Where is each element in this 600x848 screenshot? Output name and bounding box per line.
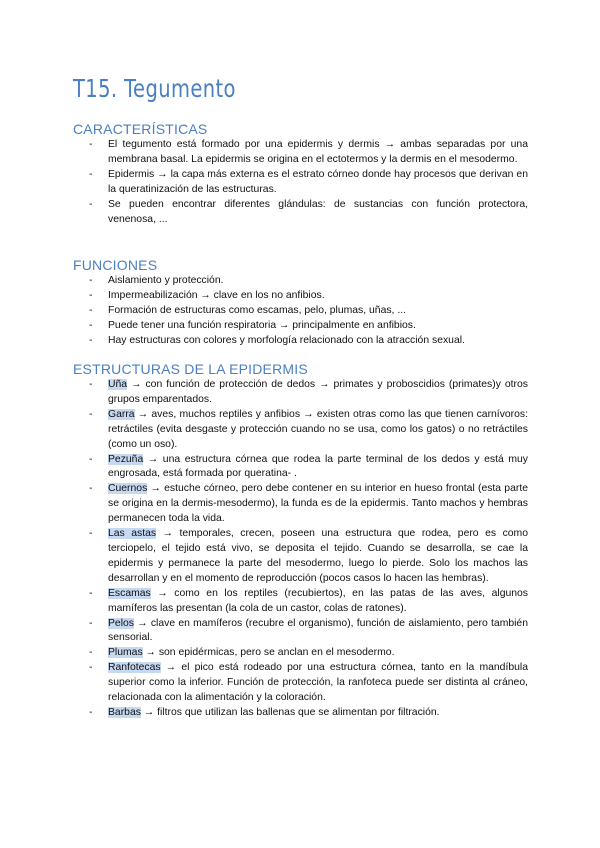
- section-heading-funciones: FUNCIONES: [73, 257, 158, 273]
- term-highlight: Las astas: [108, 528, 157, 540]
- list-item: - Plumas → son epidérmicas, pero se anclan en el mesodermo.: [89, 647, 395, 659]
- list-item: - Pelos → clave en mamíferos (recubre el organismo), función de aislamiento, pero también sensorial.: [89, 617, 528, 644]
- list-item: - Cuernos → estuche córneo, pero debe contener en su interior en hueso frontal (esta parte se origina en la dermis-mesodermo), la funda es de la epidermis. Tanto machos y hembras permanecen toda la vida.: [89, 483, 528, 525]
- list-item-text: → clave en mamíferos (recubre el organismo), función de aislamiento, pero también sensorial.: [108, 617, 528, 644]
- term-highlight: Uña: [108, 379, 128, 390]
- term-highlight: Pelos: [108, 617, 134, 629]
- list-item-text: El tegumento está formado por una epidermis y dermis → ambas separadas por una membrana basal. La epidermis se origina en el ectotermos y la dermis en el mesodermo.: [108, 139, 528, 165]
- list-item-text: → estuche córneo, pero debe contener en su interior en hueso frontal (esta parte se origina en la dermis-mesodermo), la funda es de la epidermis. Tanto machos y hembras permanecen toda la vida.: [108, 483, 528, 525]
- list-funciones: [73, 274, 528, 349]
- list-item-text: → una estructura córnea que rodea la parte terminal de los dedos y está muy engrosada, está formada por queratina- .: [108, 453, 528, 480]
- list-item-text: → el pico está rodeado por una estructura córnea, tanto en la mandíbula superior como la inferior. Función de protección, la ranfoteca puede ser distinta al cráneo, relacionada con la alimentación y la coloración.: [108, 662, 528, 704]
- list-caracteristicas: [73, 138, 528, 227]
- list-item: - Impermeabilización → clave en los no anfibios.: [89, 289, 325, 301]
- page-title: T15. Tegumento: [73, 74, 236, 103]
- list-item-text: → son epidérmicas, pero se anclan en el mesodermo.: [142, 647, 395, 659]
- list-item: - El tegumento está formado por una epidermis y dermis → ambas separadas por una membrana basal. La epidermis se origina en el ectotermos y la dermis en el mesodermo.: [89, 139, 528, 165]
- term-highlight: Cuernos: [108, 483, 148, 495]
- list-item: - Barbas → filtros que utilizan las ballenas que se alimentan por filtración.: [89, 706, 440, 718]
- section-heading-caracteristicas: CARACTERÍSTICAS: [73, 121, 208, 137]
- list-item-text: → aves, muchos reptiles y anfibios → existen otras como las que tienen carnívoros: retráctiles (evita desgaste y protección cuando no se usa, como los gatos) o no retráctiles (como un oso).: [108, 408, 528, 450]
- list-item-text: Hay estructuras con colores y morfología relacionado con la atracción sexual.: [108, 334, 465, 346]
- list-item-text: → con función de protección de dedos → primates y proboscidios (primates)y otros grupos emparentados.: [108, 379, 528, 405]
- term-highlight: Pezuña: [108, 453, 144, 465]
- list-item: - Uña → con función de protección de dedos → primates y proboscidios (primates)y otros grupos emparentados.: [89, 379, 528, 405]
- list-item: - Aislamiento y protección.: [89, 275, 224, 286]
- term-highlight: Ranfotecas: [108, 662, 161, 674]
- list-estructuras: [73, 378, 528, 721]
- list-item: - Puede tener una función respiratoria → principalmente en anfibios.: [89, 319, 416, 331]
- list-item: - Formación de estructuras como escamas, pelo, plumas, uñas, ...: [89, 304, 406, 316]
- list-item: - Escamas → como en los reptiles (recubiertos), en las patas de las aves, algunos mamíferos las presentan (la cola de un castor, colas de ratones).: [89, 587, 528, 614]
- list-item-text: Se pueden encontrar diferentes glándulas: de sustancias con función protectora, venenosa, ...: [108, 198, 528, 225]
- list-item-text: → como en los reptiles (recubiertos), en las patas de las aves, algunos mamíferos las presentan (la cola de un castor, colas de ratones).: [108, 587, 528, 614]
- term-highlight: Barbas: [108, 706, 141, 718]
- list-item-text: → filtros que utilizan las ballenas que se alimentan por filtración.: [140, 706, 440, 718]
- list-item: - Ranfotecas → el pico está rodeado por una estructura córnea, tanto en la mandíbula superior como la inferior. Función de protección, la ranfoteca puede ser distinta al cráneo, relacionada con la alimentación y la coloración.: [89, 662, 528, 704]
- list-item-text: → temporales, crecen, poseen una estructura que rodea, pero es como terciopelo, el tejido está vivo, se deposita el tejido. Cuando se desarrolla, se cae la epidermis y permanece la parte del mesodermo, luego lo pierde. Solo los machos las desarrollan y en el momento de reproducción (pocos casos lo hacen las hembras).: [108, 528, 528, 584]
- list-item: - Hay estructuras con colores y morfología relacionado con la atracción sexual.: [89, 334, 465, 346]
- term-highlight: Escamas: [108, 587, 151, 599]
- list-item: - Se pueden encontrar diferentes glándulas: de sustancias con función protectora, venenosa, ...: [89, 198, 528, 225]
- term-highlight: Plumas: [108, 647, 143, 659]
- list-item: - Pezuña → una estructura córnea que rodea la parte terminal de los dedos y está muy engrosada, está formada por queratina- .: [89, 453, 528, 480]
- list-item-text: Puede tener una función respiratoria → principalmente en anfibios.: [108, 319, 416, 331]
- term-highlight: Garra: [108, 408, 135, 420]
- list-item: - Garra → aves, muchos reptiles y anfibios → existen otras como las que tienen carnívoros: retráctiles (evita desgaste y protección cuando no se usa, como los gatos) o no retráctiles (como un oso).: [89, 408, 528, 450]
- list-item: - Las astas → temporales, crecen, poseen una estructura que rodea, pero es como terciopelo, el tejido está vivo, se deposita el tejido. Cuando se desarrolla, se cae la epidermis y permanece la parte del mesodermo, luego lo pierde. Solo los machos las desarrollan y en el momento de reproducción (pocos casos lo hacen las hembras).: [89, 528, 528, 584]
- list-item-text: Formación de estructuras como escamas, pelo, plumas, uñas, ...: [108, 304, 406, 316]
- section-heading-estructuras: ESTRUCTURAS DE LA EPIDERMIS: [73, 361, 308, 377]
- list-item-text: Impermeabilización → clave en los no anfibios.: [108, 289, 325, 301]
- list-item-text: Aislamiento y protección.: [108, 275, 224, 286]
- list-item-text: Epidermis → la capa más externa es el estrato córneo donde hay procesos que derivan en la queratinización de las estructuras.: [108, 168, 528, 195]
- list-item: - Epidermis → la capa más externa es el estrato córneo donde hay procesos que derivan en la queratinización de las estructuras.: [89, 168, 528, 195]
